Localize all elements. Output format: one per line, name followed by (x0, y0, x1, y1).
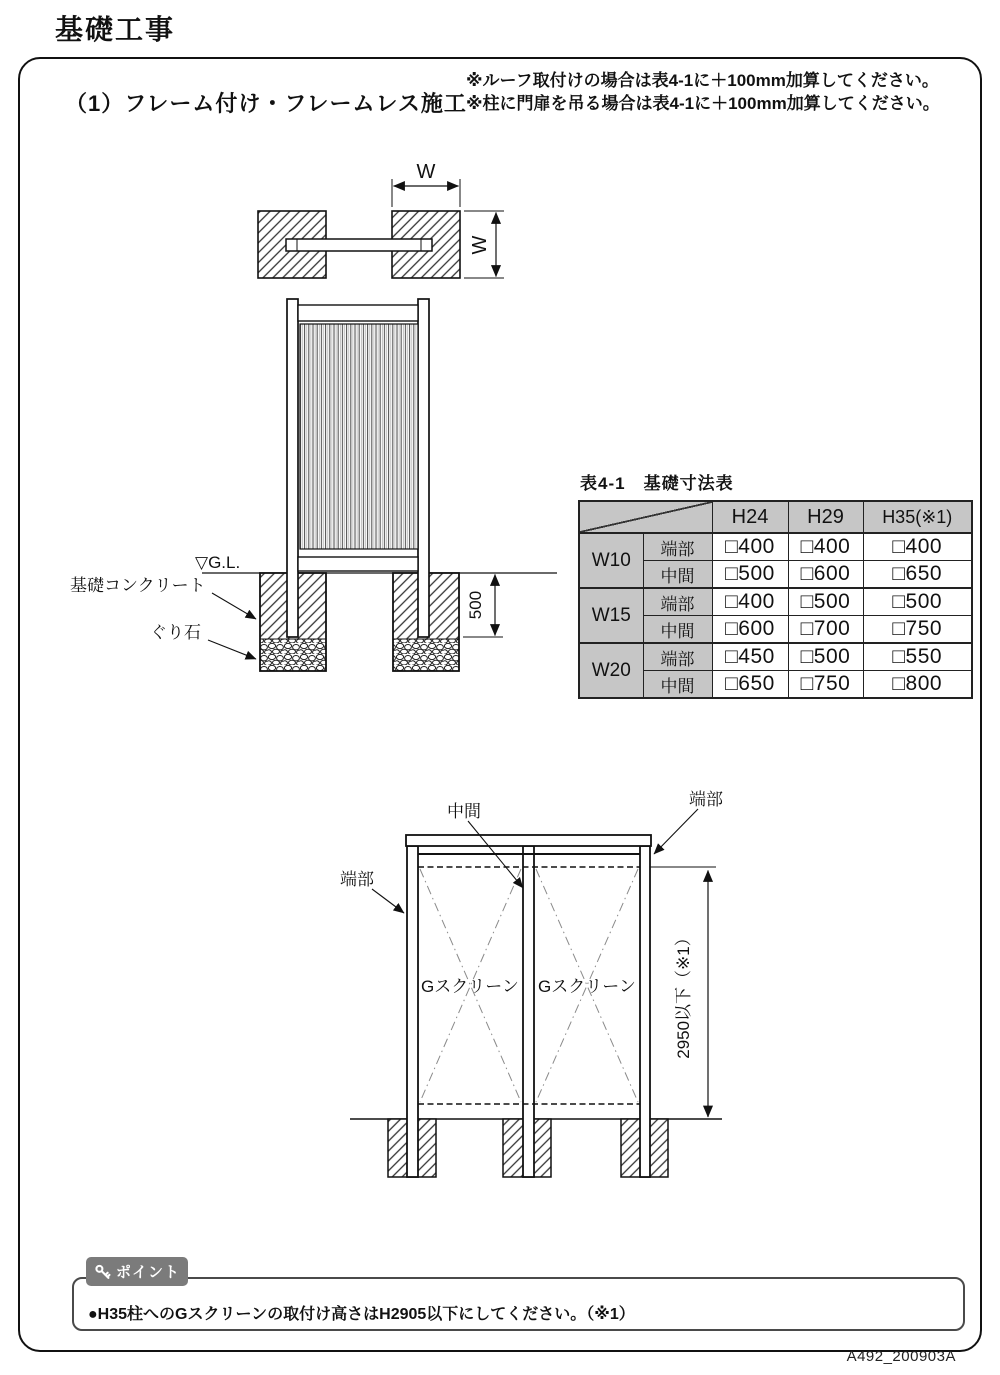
row-pos: 中間 (643, 671, 712, 699)
col-header-h29: H29 (788, 501, 863, 533)
row-header-w20: W20 (579, 643, 643, 698)
notes (466, 69, 940, 115)
label-end-post-right: 端部 (689, 790, 723, 809)
col-header-h24: H24 (712, 501, 788, 533)
note-roof: ※ルーフ取付けの場合は表4-1に＋100mm加算してください。 (466, 71, 939, 90)
row-pos: 中間 (643, 616, 712, 644)
row-pos: 端部 (643, 588, 712, 616)
table-cell: □750 (788, 671, 863, 699)
table-title: 表4-1 基礎寸法表 (580, 474, 734, 493)
point-box (72, 1277, 965, 1331)
key-icon (94, 1263, 112, 1281)
foundation-dimension-table (578, 500, 973, 699)
row-header-w15: W15 (579, 588, 643, 643)
section-heading: （1）フレーム付け・フレームレス施工 (65, 91, 467, 116)
point-badge (86, 1257, 188, 1286)
table-cell: □650 (712, 671, 788, 699)
foundation-plan-elevation-drawing (60, 159, 560, 699)
screen-structure (350, 809, 722, 1177)
table-cell: □500 (788, 588, 863, 616)
table-cell: □650 (863, 561, 972, 589)
table-cell: □400 (788, 533, 863, 561)
content-frame (18, 57, 982, 1352)
height-dim-label: 2950以下（※1） (674, 929, 693, 1059)
concrete-label: 基礎コンクリート (70, 576, 206, 595)
document-code: A492_200903A (846, 1348, 956, 1365)
point-badge-label: ポイント (115, 1264, 180, 1281)
row-pos: 端部 (643, 643, 712, 671)
table-cell: □800 (863, 671, 972, 699)
plan-dim-w-side: W (469, 235, 491, 255)
table-cell: □600 (712, 616, 788, 644)
note-gate: ※柱に門扉を吊る場合は表4-1に＋100mm加算してください。 (466, 94, 940, 113)
gl-label: ▽G.L. (195, 553, 241, 572)
panel-label-right: Gスクリーン (538, 977, 636, 996)
page-title: 基礎工事 (55, 14, 176, 45)
table-cell: □400 (863, 533, 972, 561)
row-pos: 中間 (643, 561, 712, 589)
table-cell: □550 (863, 643, 972, 671)
table-block (578, 469, 978, 699)
screen-front-view-drawing (330, 759, 760, 1219)
plan-view (258, 179, 504, 278)
plan-dim-w-top: W (416, 161, 436, 183)
point-text: ●H35柱へのGスクリーンの取付け高さはH2905以下にしてください。（※1） (88, 1306, 635, 1323)
gravel-label: ぐり石 (150, 623, 201, 642)
col-header-h35: H35(※1) (863, 501, 972, 533)
label-end-post-left: 端部 (340, 870, 374, 889)
label-middle-post: 中間 (447, 802, 481, 821)
row-header-w10: W10 (579, 533, 643, 588)
table-cell: □500 (712, 561, 788, 589)
panel-label-left: Gスクリーン (421, 977, 519, 996)
table-cell: □400 (712, 588, 788, 616)
table-cell: □750 (863, 616, 972, 644)
table-cell: □600 (788, 561, 863, 589)
table-corner-cell (579, 501, 712, 533)
table-cell: □500 (863, 588, 972, 616)
row-pos: 端部 (643, 533, 712, 561)
table-cell: □450 (712, 643, 788, 671)
table-cell: □500 (788, 643, 863, 671)
table-cell: □700 (788, 616, 863, 644)
elevation-view (202, 299, 557, 671)
table-cell: □400 (712, 533, 788, 561)
depth-dim-label: 500 (466, 590, 485, 620)
